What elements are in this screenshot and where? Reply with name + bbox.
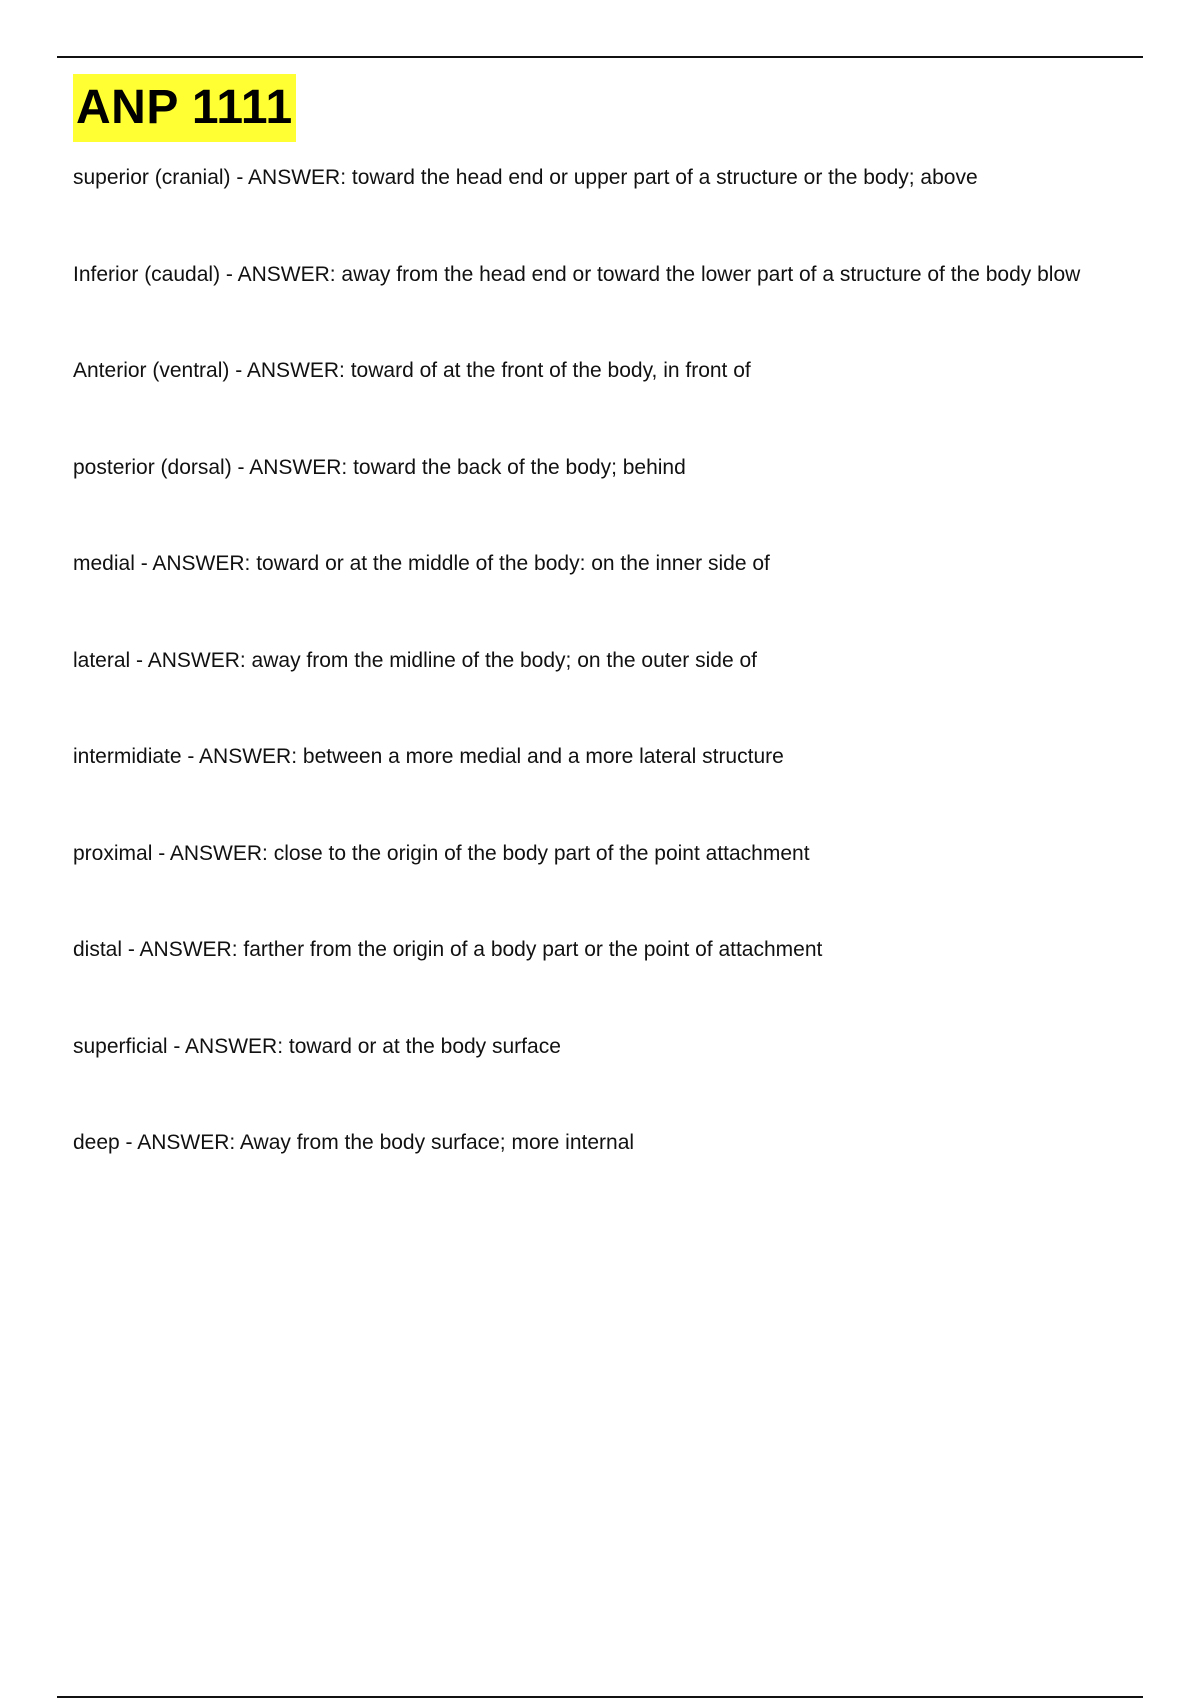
definition-entry: superficial - ANSWER: toward or at the body surface [73,1034,561,1058]
definition-entry: lateral - ANSWER: away from the midline of the body; on the outer side of [73,648,757,672]
bottom-divider [57,1696,1143,1698]
definition-entry: intermidiate - ANSWER: between a more medial and a more lateral structure [73,745,784,768]
definition-entry: deep - ANSWER: Away from the body surface; more internal [73,1131,635,1154]
document-title: ANP 1111 [73,74,296,142]
definition-entry: distal - ANSWER: farther from the origin of a body part or the point of attachment [73,938,823,961]
top-divider [57,56,1143,58]
definition-entry: posterior (dorsal) - ANSWER: toward the back of the body; behind [73,455,686,479]
definition-entry: medial - ANSWER: toward or at the middle of the body: on the inner side of [73,552,770,575]
definition-list [73,160,1173,1222]
title-block [73,74,296,142]
definition-entry: Inferior (caudal) - ANSWER: away from the head end or toward the lower part of a structure of the body blow [73,262,1081,286]
definition-entry: proximal - ANSWER: close to the origin of the body part of the point attachment [73,841,810,865]
definition-entry: superior (cranial) - ANSWER: toward the head end or upper part of a structure or the body; above [73,166,978,189]
definition-entry: Anterior (ventral) - ANSWER: toward of at the front of the body, in front of [73,359,751,382]
